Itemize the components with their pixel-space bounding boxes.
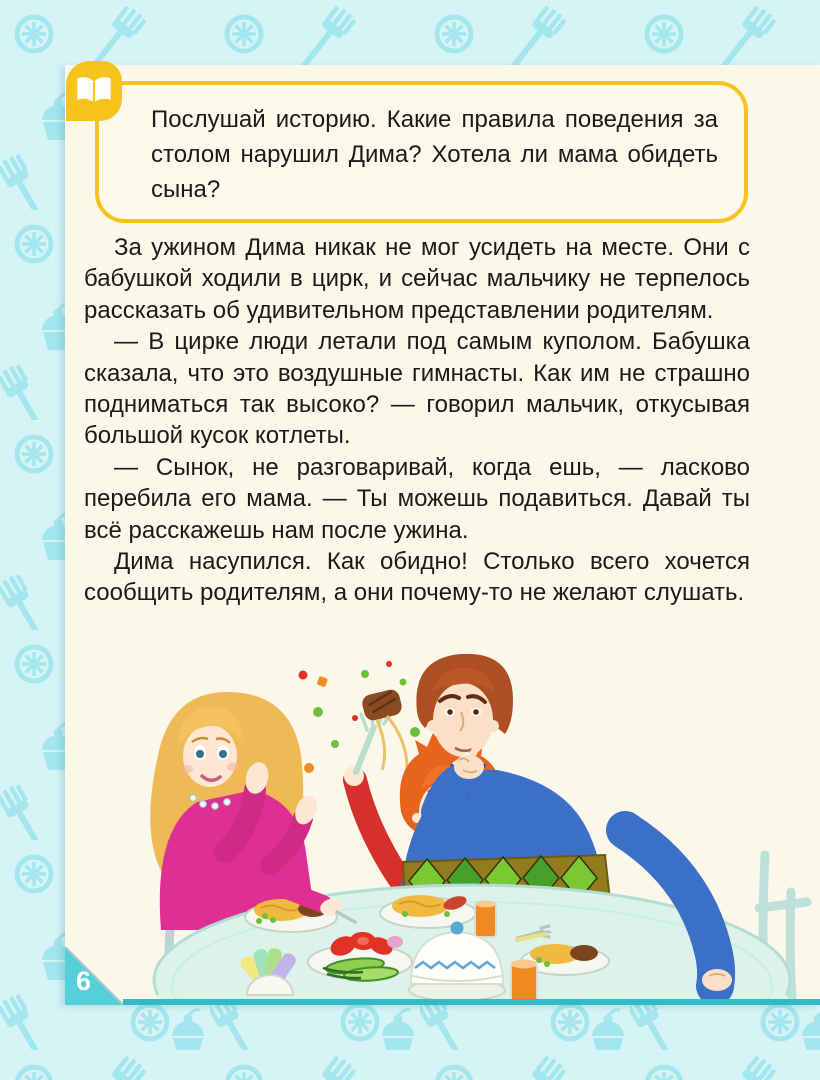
story-paragraph: Дима насупился. Как обидно! Столько всего хочется сообщить родителям, а они почему-то не желают слушать. xyxy=(84,548,750,607)
question-box xyxy=(95,81,748,223)
open-book-icon xyxy=(66,61,122,121)
question-text: Послушай историю. Какие правила поведения за столом нарушил Дима? Хотела ли мама обидеть сына? xyxy=(151,106,718,203)
family-dinner-illustration xyxy=(65,650,820,999)
content-page xyxy=(65,65,820,1005)
page-number-tab xyxy=(65,947,123,1005)
page-number: 6 xyxy=(76,966,92,996)
story-text xyxy=(84,232,750,609)
story-paragraph: — В цирке люди летали под самым куполом. Бабушка сказала, что это воздушные гимнасты. Как им не страшно подниматься так высоко? — говорил мальчик, откусывая большой кусок котлеты. xyxy=(84,328,750,450)
story-paragraph: За ужином Дима никак не мог усидеть на месте. Они с бабушкой ходили в цирк, и сейчас мальчику не терпелось рассказать об удивительном представлении родителям. xyxy=(84,234,750,324)
story-paragraph: — Сынок, не разговаривай, когда ешь, — ласково перебила его мама. — Ты можешь подавиться. Давай ты всё расскажешь нам после ужина. xyxy=(84,453,750,544)
